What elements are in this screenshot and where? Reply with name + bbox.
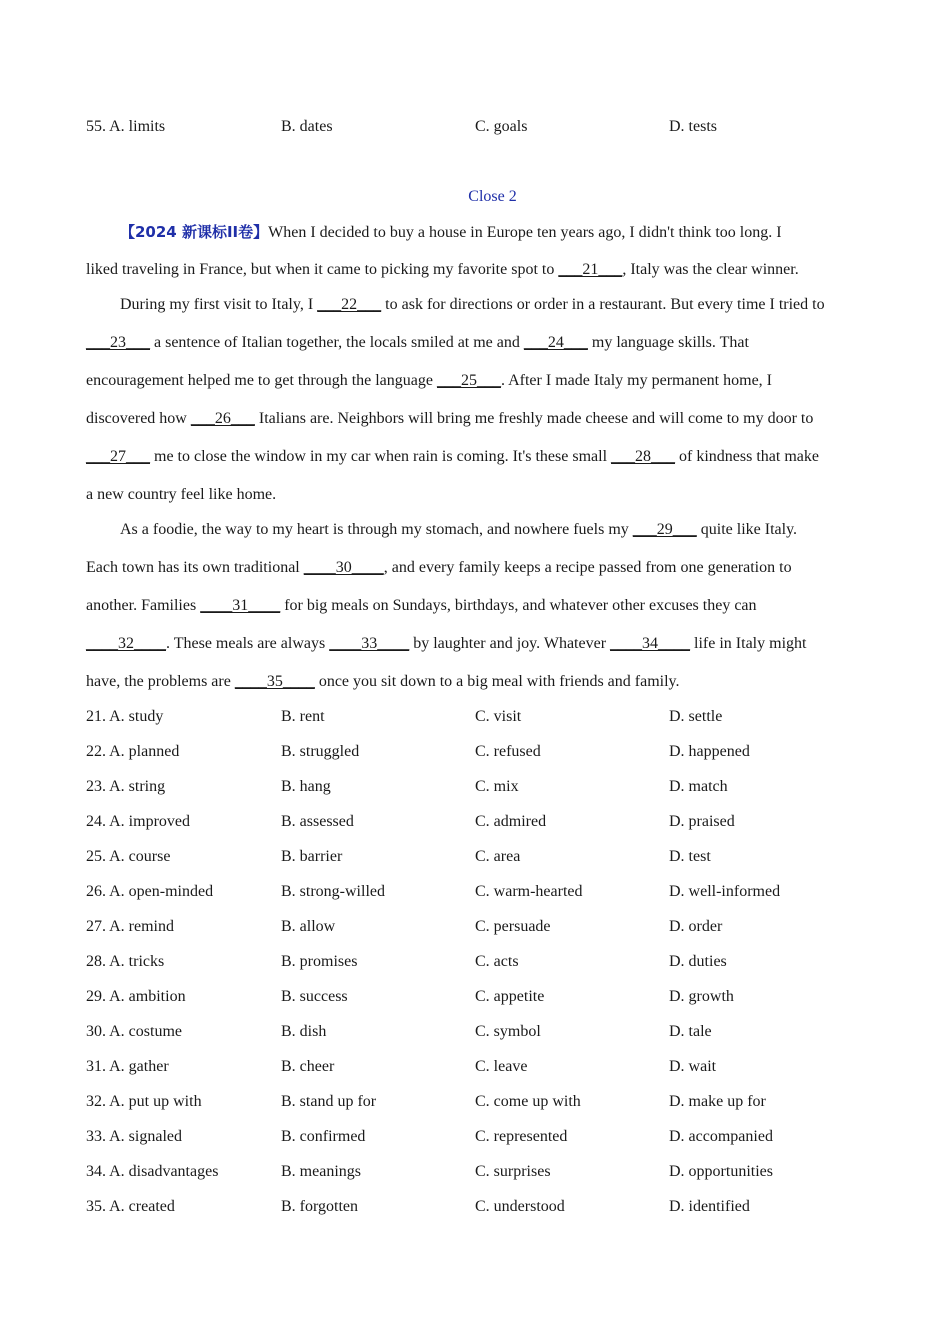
option-d: D. match: [669, 778, 728, 795]
option-d: D. praised: [669, 813, 735, 830]
option-b: B. allow: [281, 918, 336, 935]
option-d: D. tests: [669, 118, 717, 135]
option-c: C. refused: [475, 743, 541, 760]
option-d: D. accompanied: [669, 1128, 773, 1145]
passage-line: 【2024 新课标ⅠⅠ卷】When I decided to buy a house in Europe ten years ago, I didn't think too long. I: [120, 223, 782, 241]
option-c: C. mix: [475, 778, 519, 795]
question-row: [86, 916, 866, 938]
option-a: 33. A. signaled: [86, 1128, 182, 1145]
option-a: 31. A. gather: [86, 1058, 169, 1075]
option-c: C. persuade: [475, 918, 551, 935]
option-b: B. promises: [281, 953, 358, 970]
option-c: C. represented: [475, 1128, 568, 1145]
option-a: 22. A. planned: [86, 743, 180, 760]
option-a: 24. A. improved: [86, 813, 190, 830]
question-row: [86, 706, 866, 728]
blank-21: ___21___: [558, 261, 623, 278]
passage-line: discovered how ___26___ Italians are. Neighbors will bring me freshly made cheese and will come to my door to: [86, 410, 814, 427]
question-row: [86, 776, 866, 798]
question-row: [86, 811, 866, 833]
option-b: B. struggled: [281, 743, 360, 760]
blank-33: ____33____: [329, 635, 410, 652]
blank-32: ____32____: [86, 635, 166, 652]
question-row: [86, 1056, 866, 1078]
option-a: 23. A. string: [86, 778, 166, 795]
option-b: B. dates: [281, 118, 333, 135]
option-a: 28. A. tricks: [86, 953, 165, 970]
section-title: Close 2: [468, 188, 517, 205]
blank-23: ___23___: [86, 334, 150, 351]
blank-31: ____31____: [200, 597, 281, 614]
option-a: 26. A. open-minded: [86, 883, 214, 900]
question-row: [86, 1196, 866, 1218]
question-row: [86, 741, 866, 763]
option-b: B. barrier: [281, 848, 343, 865]
option-b: B. hang: [281, 778, 331, 795]
option-d: D. happened: [669, 743, 750, 760]
option-b: B. rent: [281, 708, 325, 725]
passage-line: ___23___ a sentence of Italian together, the locals smiled at me and ___24___ my language skills. That: [86, 334, 749, 351]
option-c: C. visit: [475, 708, 522, 725]
option-d: D. identified: [669, 1198, 750, 1215]
passage-line: another. Families ____31____ for big meals on Sundays, birthdays, and whatever other excuses they can: [86, 597, 757, 614]
option-a: 29. A. ambition: [86, 988, 186, 1005]
option-b: B. success: [281, 988, 348, 1005]
passage-line: ____32____. These meals are always ____33____ by laughter and joy. Whatever ____34____ life in Italy might: [86, 635, 807, 652]
option-c: C. leave: [475, 1058, 528, 1075]
option-d: D. settle: [669, 708, 723, 725]
blank-30: ____30____: [303, 559, 384, 576]
option-b: B. stand up for: [281, 1093, 377, 1110]
option-d: D. well-informed: [669, 883, 781, 900]
question-row: [86, 881, 866, 903]
option-c: C. admired: [475, 813, 547, 830]
question-row: [86, 951, 866, 973]
option-b: B. meanings: [281, 1163, 361, 1180]
option-d: D. make up for: [669, 1093, 766, 1110]
passage-line: a new country feel like home.: [86, 486, 277, 503]
option-b: B. strong-willed: [281, 883, 385, 900]
option-c: C. goals: [475, 118, 528, 135]
option-b: B. confirmed: [281, 1128, 366, 1145]
blank-34: ____34____: [610, 635, 691, 652]
blank-28: ___28___: [611, 448, 676, 465]
option-d: D. order: [669, 918, 723, 935]
question-row: [86, 1021, 866, 1043]
option-d: D. duties: [669, 953, 727, 970]
option-b: B. cheer: [281, 1058, 335, 1075]
option-c: C. come up with: [475, 1093, 581, 1110]
option-c: C. surprises: [475, 1163, 551, 1180]
option-d: D. test: [669, 848, 711, 865]
option-a: 35. A. created: [86, 1198, 175, 1215]
option-b: B. dish: [281, 1023, 327, 1040]
blank-35: ____35____: [234, 673, 315, 690]
option-d: D. growth: [669, 988, 734, 1005]
question-row: [86, 986, 866, 1008]
source-tag: 【2024 新课标ⅠⅠ卷】: [120, 223, 269, 241]
option-a: 32. A. put up with: [86, 1093, 202, 1110]
option-a: 30. A. costume: [86, 1023, 182, 1040]
option-c: C. warm-hearted: [475, 883, 583, 900]
option-c: C. understood: [475, 1198, 565, 1215]
question-row: [86, 1091, 866, 1113]
option-a: 55. A. limits: [86, 118, 166, 135]
blank-25: ___25___: [436, 372, 501, 389]
question-55: [86, 116, 866, 138]
passage-line: ___27___ me to close the window in my car when rain is coming. It's these small ___28___ of kindness that make: [86, 448, 819, 465]
option-c: C. appetite: [475, 988, 545, 1005]
blank-22: ___22___: [317, 296, 382, 313]
option-a: 21. A. study: [86, 708, 164, 725]
passage-line: have, the problems are ____35____ once you sit down to a big meal with friends and family.: [86, 673, 680, 690]
passage-line: Each town has its own traditional ____30____, and every family keeps a recipe passed from one generation to: [86, 559, 792, 576]
option-a: 27. A. remind: [86, 918, 174, 935]
passage-line: encouragement helped me to get through the language ___25___. After I made Italy my permanent home, I: [86, 372, 772, 389]
question-row: [86, 846, 866, 868]
question-row: [86, 1126, 866, 1148]
passage-line: As a foodie, the way to my heart is through my stomach, and nowhere fuels my ___29___ quite like Italy.: [120, 521, 798, 538]
passage-line: During my first visit to Italy, I ___22___ to ask for directions or order in a restaurant. But every time I tried to: [120, 296, 825, 313]
option-d: D. opportunities: [669, 1163, 773, 1180]
blank-26: ___26___: [190, 410, 255, 427]
option-d: D. tale: [669, 1023, 712, 1040]
blank-27: ___27___: [86, 448, 150, 465]
option-c: C. acts: [475, 953, 519, 970]
option-b: B. forgotten: [281, 1198, 359, 1215]
question-row: [86, 1161, 866, 1183]
blank-29: ___29___: [632, 521, 697, 538]
option-d: D. wait: [669, 1058, 717, 1075]
passage-line: liked traveling in France, but when it came to picking my favorite spot to ___21___, Italy was the clear winner.: [86, 261, 799, 278]
blank-24: ___24___: [523, 334, 588, 351]
option-c: C. area: [475, 848, 521, 865]
option-a: 25. A. course: [86, 848, 171, 865]
option-a: 34. A. disadvantages: [86, 1163, 219, 1180]
option-b: B. assessed: [281, 813, 354, 830]
option-c: C. symbol: [475, 1023, 541, 1040]
